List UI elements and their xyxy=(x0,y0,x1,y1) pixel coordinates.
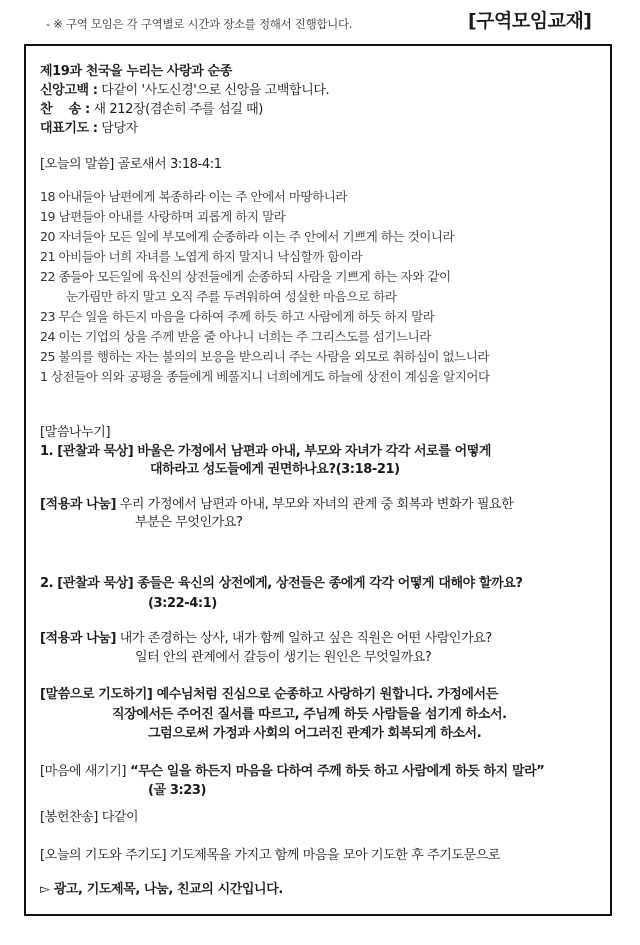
verse-line: 21 아비들아 너희 자녀를 노엽게 하지 말지니 낙심할까 함이라 xyxy=(40,249,363,264)
lesson-title: 제19과 천국을 누리는 사랑과 순종 xyxy=(40,64,232,79)
content-frame xyxy=(24,44,612,916)
application-1-label: [적용과 나눔] xyxy=(40,497,116,512)
memorize-label: [마음에 새기기] xyxy=(40,764,127,779)
sharing-heading: [말씀나누기] xyxy=(40,425,111,440)
application-2-text: 내가 존경하는 상사, 내가 함께 일하고 싶은 직원은 어떤 사람인가요? xyxy=(116,631,492,646)
confession-label: 신앙고백 : xyxy=(40,83,98,98)
memorize-text: “무슨 일을 하든지 마음을 다하여 주께 하듯 하고 사람에게 하듯 하지 말라” xyxy=(126,764,545,779)
closing-prayer: [말씀으로 기도하기] 예수님처럼 진심으로 순종하고 사랑하기 원합니다. 가정에서든 xyxy=(40,687,498,702)
hymn-text: 새 212장(겸손히 주를 섬길 때) xyxy=(89,102,263,117)
verse-line: 눈가림만 하지 말고 오직 주를 두려워하여 성실한 마음으로 하라 xyxy=(66,289,397,304)
header-title: [구역모임교재] xyxy=(468,10,592,32)
announcements: ▻ 광고, 기도제목, 나눔, 친교의 시간입니다. xyxy=(40,882,283,897)
memorize-verse xyxy=(40,764,544,780)
verse-line: 23 무슨 일을 하든지 마음을 다하여 주께 하듯 하고 사람에게 하듯 하지 말라 xyxy=(40,309,435,324)
closing-prayer-cont: 그럼으로써 가정과 사회의 어그러진 관계가 회복되게 하소서. xyxy=(148,726,482,741)
confession-row xyxy=(40,83,329,99)
application-2 xyxy=(40,631,492,647)
verse-line: 22 종들아 모든일에 육신의 상전들에게 순종하되 사람을 기쁘게 하는 자와 같이 xyxy=(40,269,451,284)
scripture-heading: [오늘의 말씀] 골로새서 3:18-4:1 xyxy=(40,157,222,172)
application-1-text: 우리 가정에서 남편과 아내, 부모와 자녀의 관계 중 회복과 변화가 필요한 xyxy=(116,497,514,512)
application-1-cont: 부분은 무엇인가요? xyxy=(135,515,243,530)
prayer-leader-text: 담당자 xyxy=(97,121,138,136)
verse-line: 20 자녀들아 모든 일에 부모에게 순종하라 이는 주 안에서 기쁘게 하는 것이니라 xyxy=(40,229,455,244)
verse-line: 24 이는 기업의 상을 주께 받을 줄 아나니 너희는 주 그리스도를 섬기느니라 xyxy=(40,329,431,344)
prayer-leader-label: 대표기도 : xyxy=(40,121,98,136)
closing-prayer-cont: 직장에서든 주어진 질서를 따르고, 주님께 하듯 사람들을 섬기게 하소서. xyxy=(112,707,507,722)
offering-hymn: [봉헌찬송] 다같이 xyxy=(40,810,139,825)
confession-text: 다같이 '사도신경'으로 신앙을 고백합니다. xyxy=(97,83,330,98)
todays-prayer: [오늘의 기도와 주기도] 기도제목을 가지고 함께 마음을 모아 기도한 후 주기도문으로 xyxy=(40,848,501,863)
prayer-leader-row xyxy=(40,121,138,137)
application-2-cont: 일터 안의 관계에서 갈등이 생기는 원인은 무엇일까요? xyxy=(135,650,432,665)
question-1-cont: 대하라고 성도들에게 권면하나요?(3:18-21) xyxy=(150,462,400,477)
application-1 xyxy=(40,497,513,513)
hymn-row xyxy=(40,102,263,118)
verse-line: 18 아내들아 남편에게 복종하라 이는 주 안에서 마땅하니라 xyxy=(40,189,348,204)
verse-line: 25 불의를 행하는 자는 불의의 보응을 받으리니 주는 사람을 외모로 취하심이 없느니라 xyxy=(40,349,490,364)
verse-line: 19 남편들아 아내를 사랑하며 괴롭게 하지 말라 xyxy=(40,209,286,224)
question-1: 1. [관찰과 묵상] 바울은 가정에서 남편과 아내, 부모와 자녀가 각각 서로를 어떻게 xyxy=(40,444,492,459)
header-note: - ※ 구역 모임은 각 구역별로 시간과 장소를 정해서 진행합니다. xyxy=(46,17,353,31)
application-2-label: [적용과 나눔] xyxy=(40,631,116,646)
memorize-reference: (골 3:23) xyxy=(148,783,207,798)
verse-line: 1 상전들아 의와 공평을 종들에게 베풀지니 너희에게도 하늘에 상전이 계심을 알지어다 xyxy=(40,369,490,384)
question-2: 2. [관찰과 묵상] 종들은 육신의 상전에게, 상전들은 종에게 각각 어떻게 대해야 할까요? xyxy=(40,576,523,591)
hymn-label: 찬 송 : xyxy=(40,102,90,117)
question-2-cont: (3:22-4:1) xyxy=(148,596,217,611)
